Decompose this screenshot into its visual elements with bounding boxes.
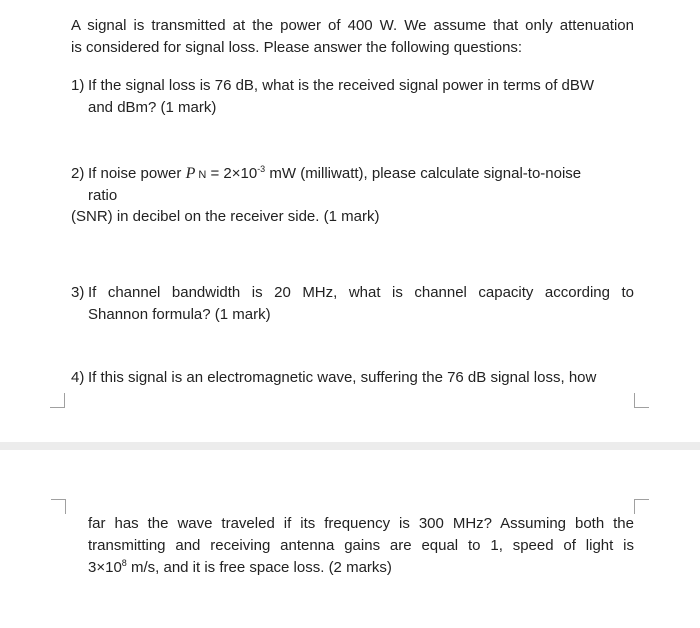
question-2-number: 2) [71, 165, 85, 182]
noise-power-subscript: N [198, 169, 207, 181]
page-corner-mark-top-left [51, 499, 66, 514]
question-1-number: 1) [71, 77, 85, 94]
speed-of-light-exponent: 8 [121, 558, 127, 568]
page-corner-mark-top-right [634, 499, 649, 514]
speed-of-light-mantissa: 3×10 [88, 559, 122, 576]
question-4-line-4-text: m/s, and it is free space loss. (2 marks) [130, 559, 392, 576]
question-3-line-1: If channel bandwidth is 20 MHz, what is channel capacity according to [88, 284, 634, 301]
page-bottom [0, 450, 700, 628]
question-2-exponent: -3 [257, 164, 266, 174]
question-4-line-1: If this signal is an electromagnetic wave, suffering the 76 dB signal loss, how [88, 369, 597, 386]
page-corner-mark-bottom-right [634, 393, 649, 408]
question-4-line-2: far has the wave traveled if its frequency is 300 MHz? Assuming both the [88, 515, 634, 532]
page-corner-mark-bottom-left [50, 393, 65, 408]
page-separator [0, 442, 700, 450]
intro-line-1: A signal is transmitted at the power of 400 W. We assume that only attenuation [71, 17, 634, 34]
question-2-line-3: (SNR) in decibel on the receiver side. (1 mark) [71, 208, 380, 225]
question-2-line-2: ratio [88, 187, 118, 204]
question-1-line-2: and dBm? (1 mark) [88, 99, 217, 116]
question-2-post: mW (milliwatt), please calculate signal-to-noise [269, 165, 582, 182]
question-1-line-1: If the signal loss is 76 dB, what is the received signal power in terms of dBW [88, 77, 595, 94]
noise-power-symbol: P [185, 165, 196, 182]
question-4-line-3: transmitting and receiving antenna gains are equal to 1, speed of light is [88, 537, 634, 554]
question-3-line-2: Shannon formula? (1 mark) [88, 306, 271, 323]
question-2-equation: = 2×10 [210, 165, 258, 182]
question-4-number: 4) [71, 369, 85, 386]
question-4-line-4 [88, 557, 392, 579]
intro-line-2: is considered for signal loss. Please answer the following questions: [71, 39, 523, 56]
question-3-number: 3) [71, 284, 85, 301]
question-2-line-1 [88, 163, 581, 186]
question-2-pre: If noise power [88, 165, 182, 182]
